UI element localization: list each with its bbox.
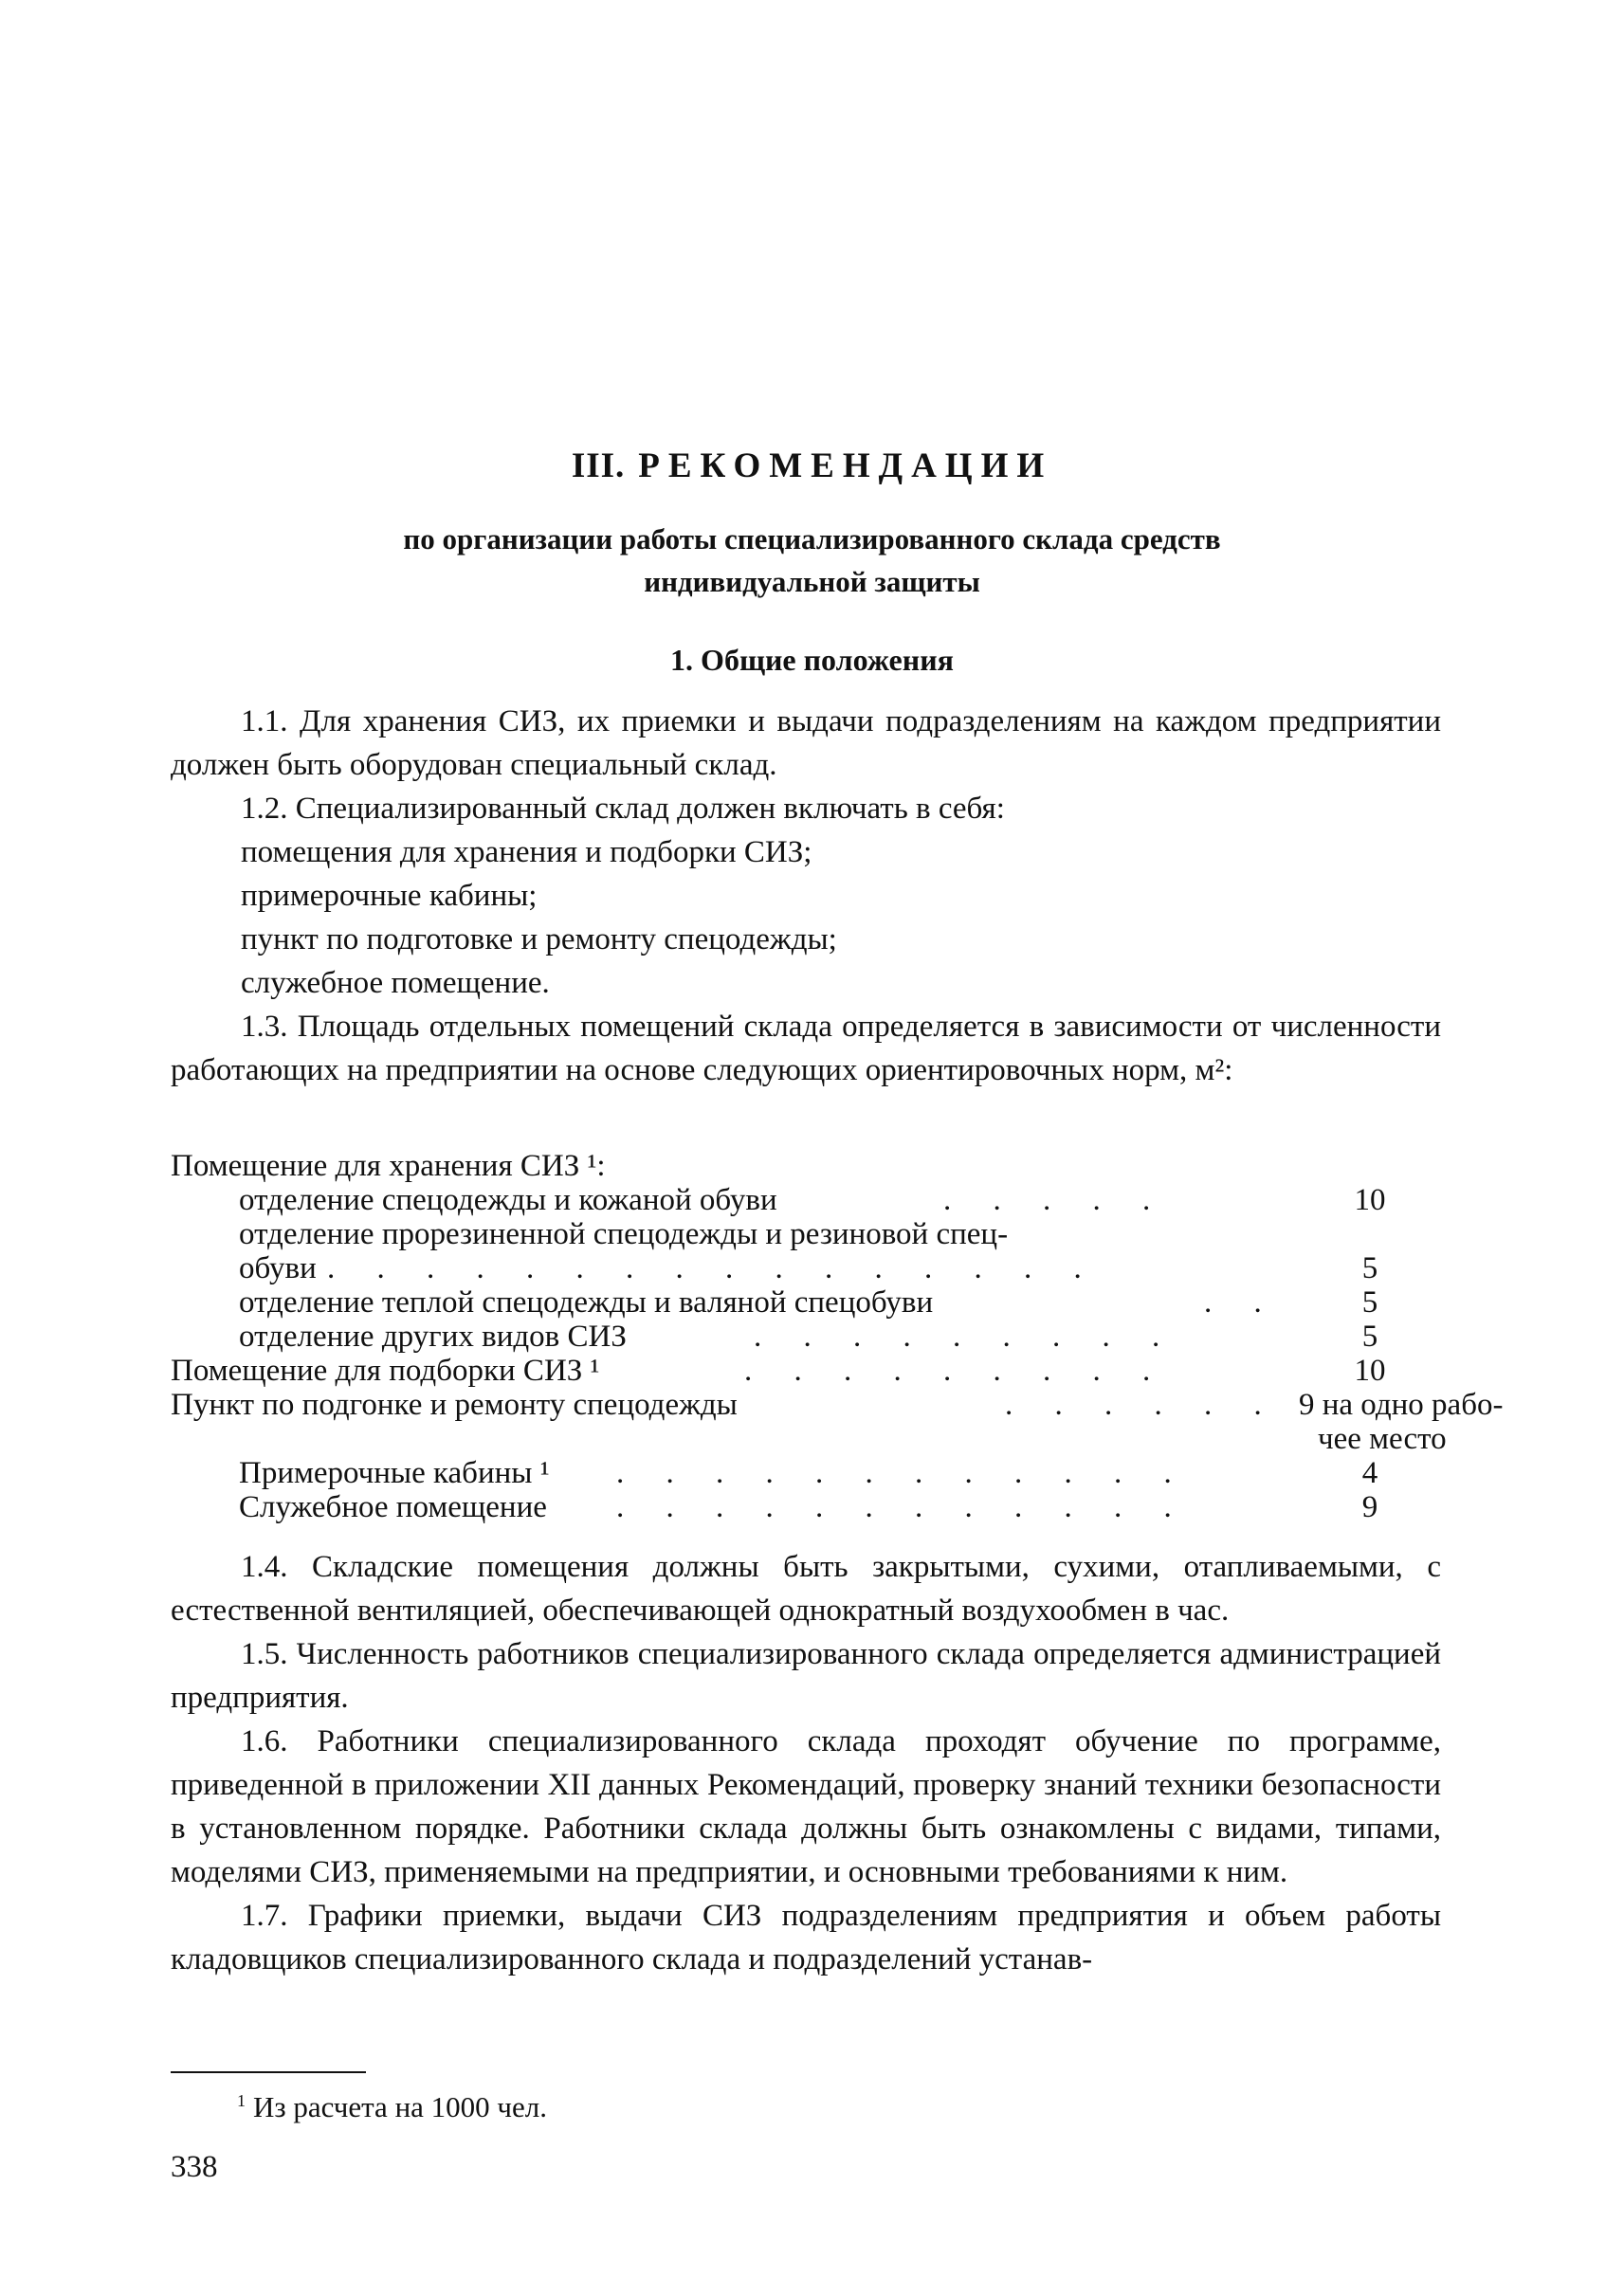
norms-header: Помещение для хранения СИЗ ¹: <box>171 1149 606 1183</box>
norms-label: Служебное помещение <box>239 1490 547 1524</box>
norms-header-row <box>171 1149 1451 1183</box>
paragraph-1-2: 1.2. Специализированный склад должен включать в себя: <box>241 792 1005 826</box>
paragraph-1-3: 1.3. Площадь отдельных помещений склада определяется в зависимости от численности работающих на предприятии на основе следующих ориентировочных норм, м²: <box>171 1010 1441 1087</box>
leader-dots: . . . . . . <box>1005 1388 1279 1422</box>
norms-row <box>171 1285 1451 1320</box>
leader-dots: . . . . . . . . . . . . . . . . <box>327 1251 1099 1285</box>
norms-label: обуви <box>239 1251 317 1285</box>
norms-row <box>171 1422 1451 1456</box>
leader-dots: . . . . . . . . . <box>754 1320 1177 1354</box>
body-section-2 <box>171 1545 1441 1981</box>
list-item: служебное помещение. <box>241 966 550 1000</box>
norms-value: 10 <box>1354 1354 1386 1388</box>
chapter-title <box>0 446 1624 486</box>
norms-value: 5 <box>1361 1251 1378 1285</box>
leader-dots: . . . . . . . . . . . . <box>616 1456 1189 1490</box>
chapter-subtitle <box>265 518 1359 603</box>
paragraph-1-5: 1.5. Численность работников специализированного склада определяется администрацией предприятия. <box>171 1637 1441 1715</box>
section-heading: 1. Общие положения <box>670 643 954 677</box>
paragraph-1-1: 1.1. Для хранения СИЗ, их приемки и выдачи подразделениям на каждом предприятии должен быть оборудован специальный склад. <box>171 704 1441 782</box>
norms-label: Примерочные кабины ¹ <box>239 1456 550 1490</box>
norms-value: 5 <box>1361 1320 1378 1354</box>
norms-value: 9 на одно рабо- <box>1299 1388 1504 1422</box>
paragraph-1-7: 1.7. Графики приемки, выдачи СИЗ подразделениям предприятия и объем работы кладовщиков специализированного склада и подразделений устанав- <box>171 1899 1441 1976</box>
norms-label: Пункт по подгонке и ремонту спецодежды <box>171 1388 738 1422</box>
norms-row <box>171 1354 1451 1388</box>
norms-row <box>171 1251 1451 1285</box>
leader-dots: . . <box>1204 1285 1279 1320</box>
norms-value: 5 <box>1361 1285 1378 1320</box>
norms-label: Помещение для подборки СИЗ ¹ <box>171 1354 600 1388</box>
subtitle-line-1: по организации работы специализированного склада средств <box>403 522 1221 556</box>
paragraph-1-6: 1.6. Работники специализированного склада проходят обучение по программе, приведенной в приложении XII данных Рекомендаций, проверку знаний техники безопасности в установленном порядке. Работники склада должны быть ознакомлены с видами, типами, моделями СИЗ, применяемыми на предприятии, и основными требованиями к ним. <box>171 1724 1441 1889</box>
body-section-1 <box>171 700 1441 1092</box>
list-item: примерочные кабины; <box>241 879 538 913</box>
chapter-title-text: РЕКОМЕНДАЦИИ <box>638 446 1053 485</box>
norms-label: отделение теплой спецодежды и валяной спецобуви <box>239 1285 934 1320</box>
norms-value: 10 <box>1354 1183 1386 1217</box>
paragraph-1-4: 1.4. Складские помещения должны быть закрытыми, сухими, отапливаемыми, с естественной вентиляцией, обеспечивающей однократный воздухообмен в час. <box>171 1550 1441 1628</box>
subtitle-line-2: индивидуальной защиты <box>644 565 980 598</box>
norms-label: отделение других видов СИЗ <box>239 1320 627 1354</box>
leader-dots: . . . . . . . . . . . . <box>616 1490 1189 1524</box>
page-number: 338 <box>171 2150 218 2184</box>
norms-value: 4 <box>1361 1456 1378 1490</box>
list-item: помещения для хранения и подборки СИЗ; <box>241 835 812 869</box>
footnote-separator <box>171 2071 366 2073</box>
norms-table <box>171 1149 1504 1524</box>
norms-row <box>171 1320 1451 1354</box>
leader-dots: . . . . . <box>943 1183 1168 1217</box>
norms-row <box>171 1490 1451 1524</box>
footnote <box>237 2090 547 2124</box>
footnote-mark: 1 <box>237 2090 246 2110</box>
norms-row <box>171 1456 1451 1490</box>
norms-value: чее место <box>1318 1422 1447 1456</box>
footnote-text: Из расчета на 1000 чел. <box>253 2090 547 2123</box>
norms-label: отделение спецодежды и кожаной обуви <box>239 1183 777 1217</box>
chapter-number: III. <box>571 446 626 485</box>
norms-row <box>171 1217 1451 1251</box>
norms-row <box>171 1183 1451 1217</box>
leader-dots: . . . . . . . . . <box>744 1354 1168 1388</box>
norms-value: 9 <box>1361 1490 1378 1524</box>
norms-label: отделение прорезиненной спецодежды и резиновой спец- <box>239 1217 1009 1251</box>
norms-row <box>171 1388 1504 1422</box>
list-item: пункт по подготовке и ремонту спецодежды; <box>241 922 837 956</box>
